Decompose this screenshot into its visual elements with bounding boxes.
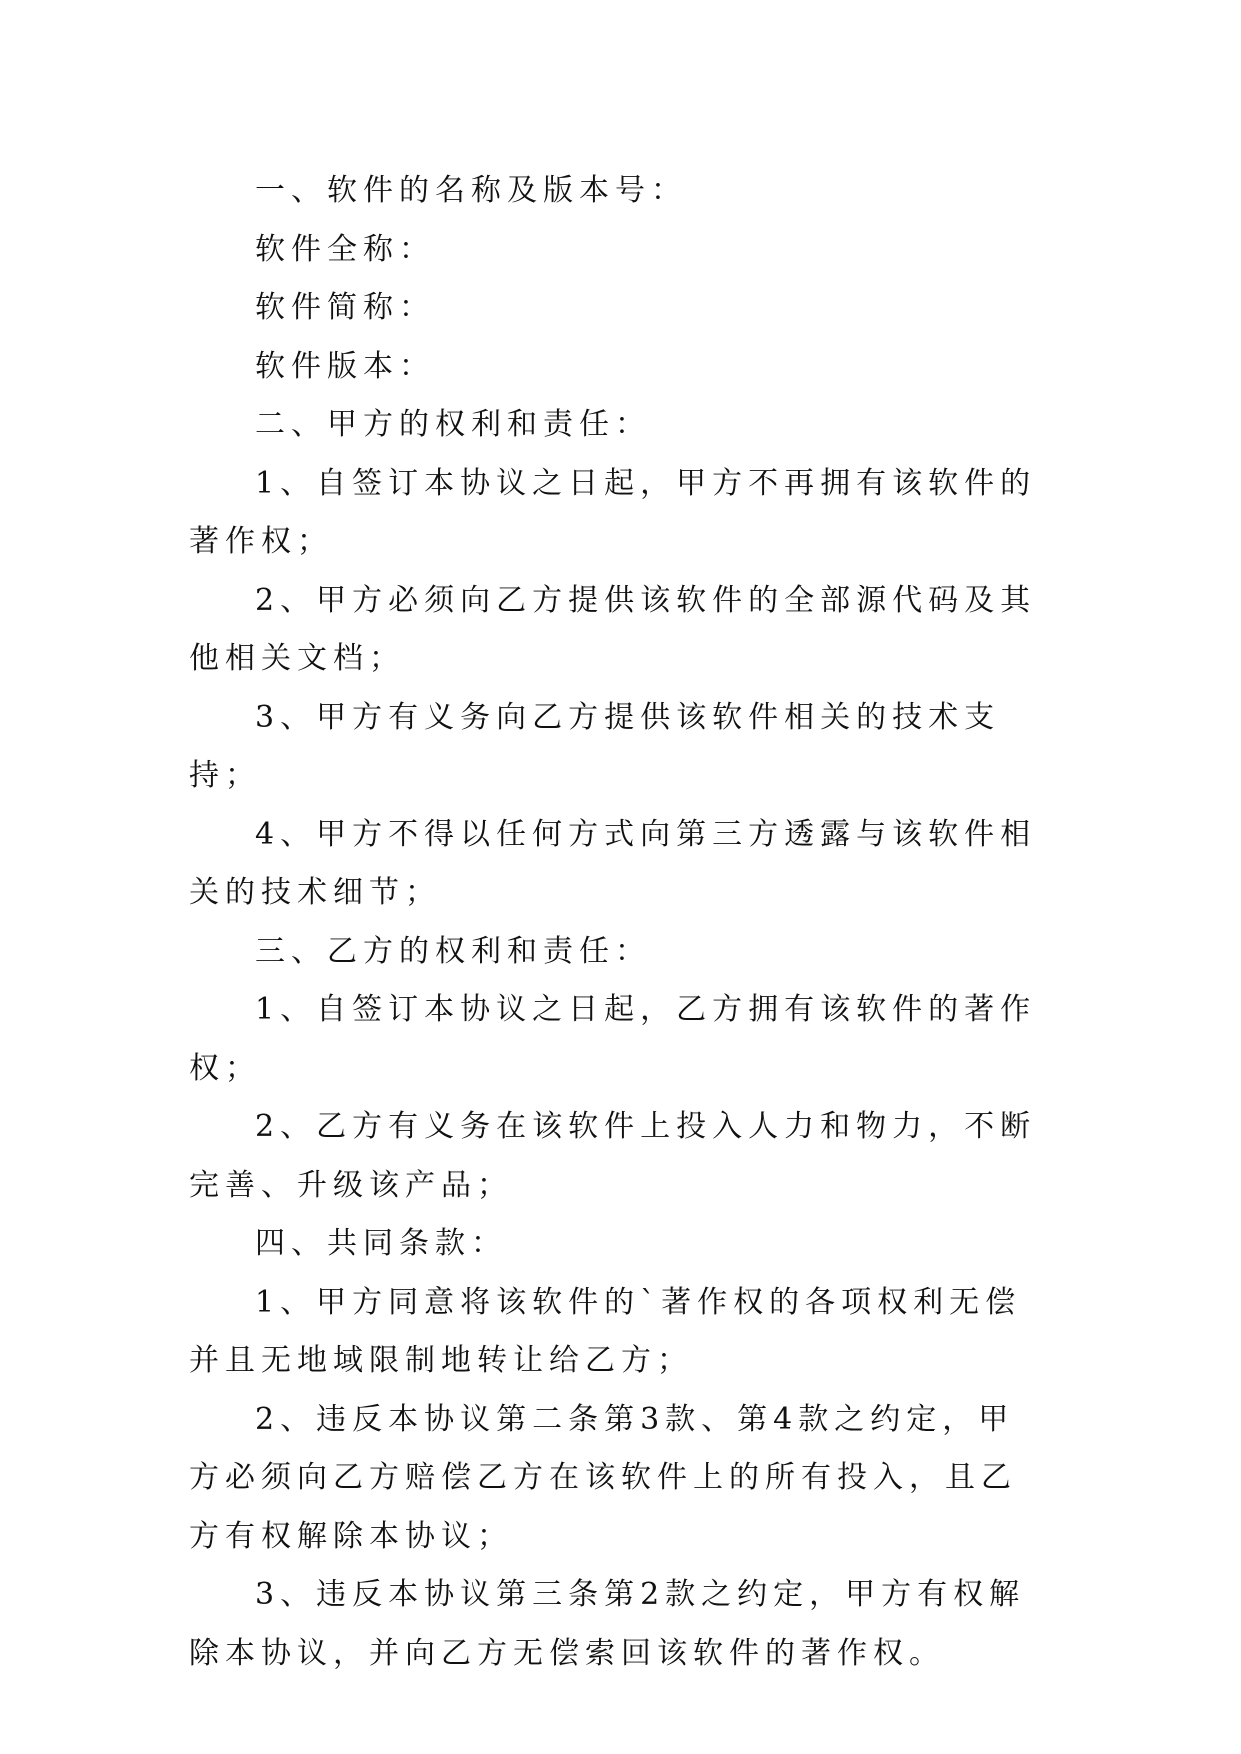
party-a-clause-1: 1、自签订本协议之日起，甲方不再拥有该软件的著作权； <box>189 465 1037 559</box>
party-a-clause-3: 3、甲方有义务向乙方提供该软件相关的技术支持； <box>189 699 1001 793</box>
document-page <box>189 162 1049 1683</box>
common-clause-3: 3、违反本协议第三条第2款之约定，甲方有权解除本协议，并向乙方无偿索回该软件的著作权。 <box>189 1577 1026 1671</box>
field-software-version: 软件版本： <box>255 348 435 384</box>
field-software-full-name: 软件全称： <box>255 231 435 267</box>
section-heading-party-b: 三、乙方的权利和责任： <box>255 933 651 969</box>
party-a-clause-4: 4、甲方不得以任何方式向第三方透露与该软件相关的技术细节； <box>189 816 1037 910</box>
section-heading-software-name: 一、软件的名称及版本号： <box>255 173 687 208</box>
common-clause-1: 1、甲方同意将该软件的`著作权的各项权利无偿并且无地域限制地转让给乙方； <box>189 1284 1022 1378</box>
party-a-clause-2: 2、甲方必须向乙方提供该软件的全部源代码及其他相关文档； <box>189 582 1037 676</box>
field-software-short-name: 软件简称： <box>255 290 435 325</box>
party-b-clause-1: 1、自签订本协议之日起，乙方拥有该软件的著作权； <box>189 992 1037 1086</box>
section-heading-party-a: 二、甲方的权利和责任： <box>255 407 651 442</box>
section-heading-common-terms: 四、共同条款： <box>255 1226 507 1261</box>
party-b-clause-2: 2、乙方有义务在该软件上投入人力和物力，不断完善、升级该产品； <box>189 1109 1037 1203</box>
common-clause-2: 2、违反本协议第二条第3款、第4款之约定，甲方必须向乙方赔偿乙方在该软件上的所有投入，且乙方有权解除本协议； <box>189 1401 1017 1554</box>
